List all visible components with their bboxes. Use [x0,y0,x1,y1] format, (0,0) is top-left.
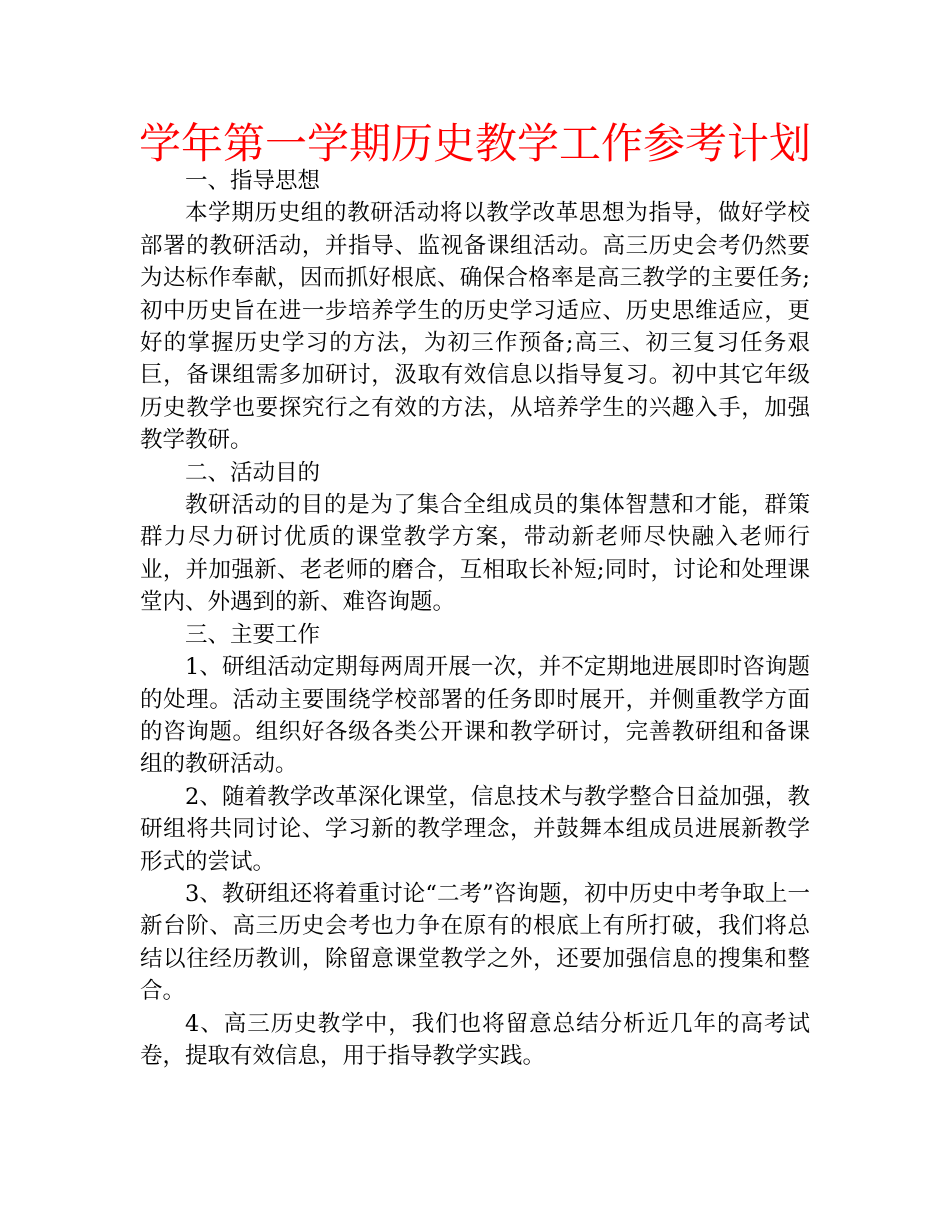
paragraph-guiding-ideology: 本学期历史组的教研活动将以教学改革思想为指导，做好学校部署的教研活动，并指导、监视备课组活动。高三历史会考仍然要为达标作奉献，因而抓好根底、确保合格率是高三教学的主要任务;初中历史旨在进一步培养学生的历史学习适应、历史思维适应，更好的掌握历史学习的方法，为初三作预备;高三、初三复习任务艰巨，备课组需多加研讨，汲取有效信息以指导复习。初中其它年级历史教学也要探究行之有效的方法，从培养学生的兴趣入手，加强教学教研。 [140,200,810,454]
heading-main-work: 三、主要工作 [185,621,321,648]
paragraph-main-work-2: 2、随着教学改革深化课堂，信息技术与教学整合日益加强，教研组将共同讨论、学习新的教学理念，并鼓舞本组成员进展新教学形式的尝试。 [140,783,810,875]
document-body [140,165,810,1072]
heading-activity-purpose: 二、活动目的 [185,459,321,486]
paragraph-activity-purpose: 教研活动的目的是为了集合全组成员的集体智慧和才能，群策群力尽力研讨优质的课堂教学方案，带动新老师尽快融入老师行业，并加强新、老老师的磨合，互相取长补短;同时，讨论和处理课堂内、外遇到的新、难咨询题。 [140,492,810,616]
heading-guiding-ideology: 一、指导思想 [185,168,321,194]
document-title: 学年第一学期历史教学工作参考计划 [138,119,811,168]
paragraph-main-work-4: 4、高三历史教学中，我们也将留意总结分析近几年的高考试卷，提取有效信息，用于指导教学实践。 [140,1010,810,1069]
paragraph-main-work-3: 3、教研组还将着重讨论“二考”咨询题，初中历史中考争取上一新台阶、高三历史会考也力争在原有的根底上有所打破，我们将总结以往经历教训，除留意课堂教学之外，还要加强信息的搜集和整合。 [140,880,810,1005]
paragraph-main-work-1: 1、研组活动定期每两周开展一次，并不定期地进展即时咨询题的处理。活动主要围绕学校部署的任务即时展开，并侧重教学方面的咨询题。组织好各级各类公开课和教学研讨，完善教研组和备课组的教研活动。 [140,654,810,778]
